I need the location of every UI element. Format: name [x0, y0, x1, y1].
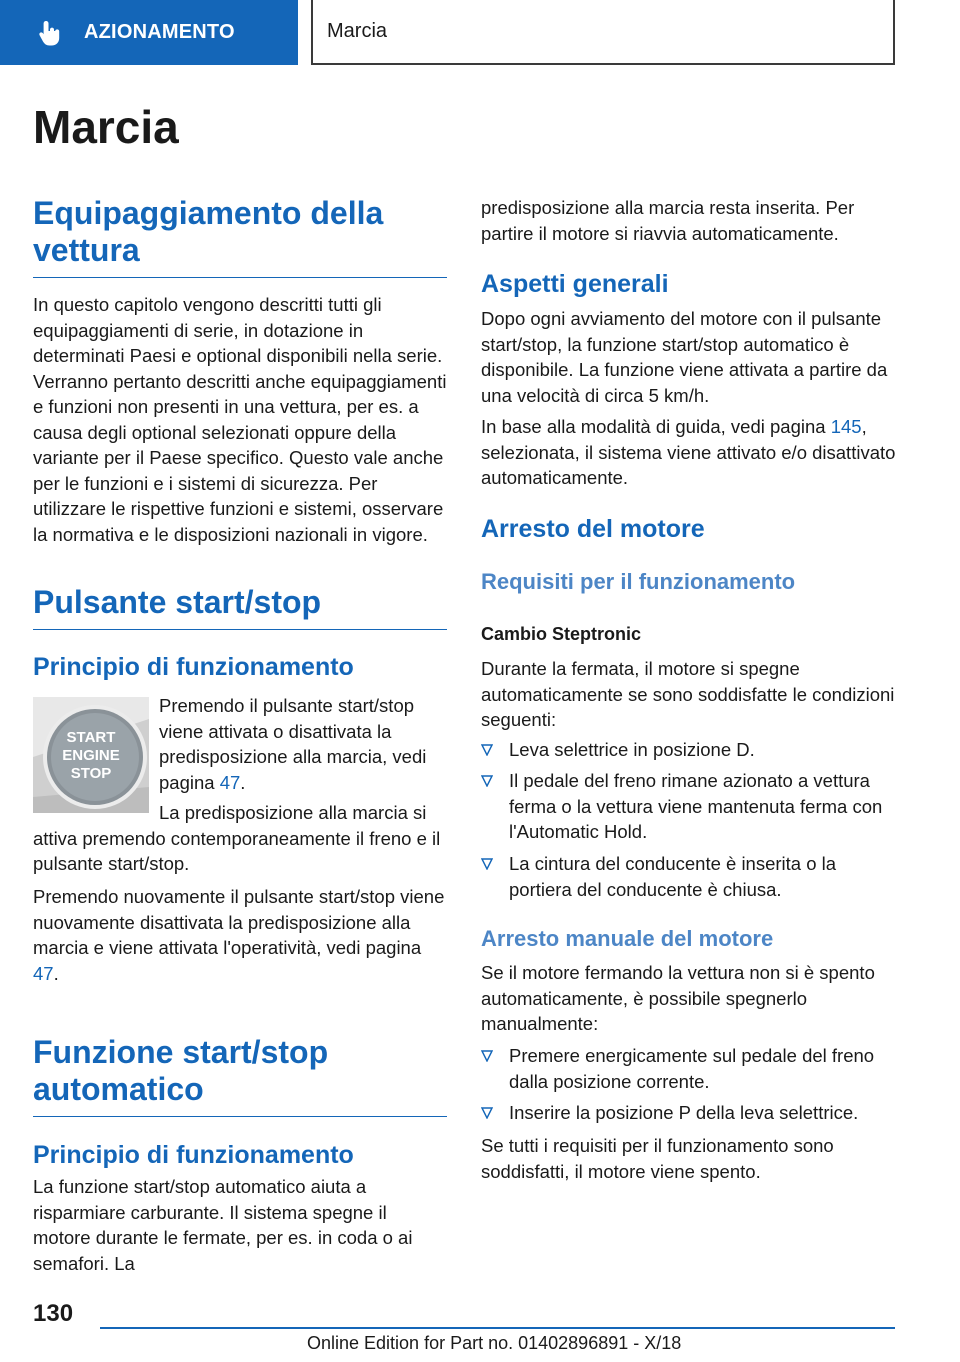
heading-arresto-motore: Arresto del motore [481, 515, 705, 543]
paragraph-continuation: predisposizione alla marcia resta inserita. Per partire il motore si riavvia automaticamente. [481, 197, 855, 244]
header-chapter-tab[interactable] [311, 0, 895, 65]
list-item: Il pedale del freno rimane azionato a vettura ferma o la vettura viene mantenuta ferma con l'Automatic Hold. [481, 768, 896, 845]
triangle-bullet-icon [481, 775, 493, 787]
paragraph-finale: Se tutti i requisiti per il funzionamento sono soddisfatti, il motore viene spento. [481, 1135, 834, 1182]
footer-edition-text: Online Edition for Part no. 01402896891 - X/18 [307, 1333, 682, 1353]
link-page-47b[interactable]: 47 [33, 962, 54, 984]
link-page-47a[interactable]: 47 [219, 771, 241, 793]
list-item: Inserire la posizione P della leva selettrice. [481, 1100, 896, 1126]
page-number: 130 [33, 1300, 74, 1327]
paragraph-equipaggiamento: In questo capitolo vengono descritti tutti gli equipaggiamenti di serie, in dotazione in determinati Paesi e optional disponibili nella serie. Verranno pertanto descritti anche equipaggiamenti e funzioni non presenti in una vettura, per es. a causa degli optional selezionati oppure della variante per il Paese specifico. Questo vale anche per le funzioni e i sistemi di sicurezza. Per utilizzare le rispettive funzioni e sistemi, osservare la normativa e le disposizioni nazionali in vigore. [33, 294, 447, 545]
heading-principio-2: Principio di funzionamento [33, 1141, 354, 1169]
list-item: Leva selettrice in posizione D. [481, 737, 896, 763]
paragraph-funzione-automatico: La funzione start/stop automatico aiuta a risparmiare carburante. Il sistema spegne il motore durante le fermate, per es. in coda o ai semafori. La [33, 1176, 413, 1274]
paragraph-aspetti-generali-2: In base alla modalità di guida, vedi pagina 145, selezionata, il sistema viene attivato e/o disattivato automaticamente. [481, 416, 896, 488]
paragraph-premendo-1: Premendo il pulsante start/stop viene attivata o disattivata la predisposizione alla marcia, vedi pagina 47. [159, 695, 427, 793]
link-page-145[interactable]: 145 [830, 416, 862, 437]
paragraph-premendo-2: La predisposizione alla marcia si attiva premendo contemporaneamente il freno e il pulsante start/stop. [33, 802, 441, 874]
header-section-label: AZIONAMENTO [84, 21, 235, 43]
heading-equipaggiamento: Equipaggiamento della vettura [33, 195, 447, 278]
heading-aspetti-generali: Aspetti generali [481, 270, 669, 298]
paragraph-premendo-3: Premendo nuovamente il pulsante start/stop viene nuovamente disattivata la predisposizione alla marcia e viene attivata l'operatività, vedi pagina 47. [33, 886, 445, 984]
paragraph-arresto: Durante la fermata, il motore si spegne automaticamente se sono soddisfatte le condizioni seguenti: [481, 658, 895, 730]
paragraph-arresto-manuale: Se il motore fermando la vettura non si è spento automaticamente, è possibile spegnerlo manualmente: [481, 962, 875, 1034]
button-image-line2: ENGINE [62, 747, 120, 764]
hand-pointer-icon [36, 19, 64, 47]
button-image-line1: START [66, 729, 116, 746]
paragraph-aspetti-generali-1: Dopo ogni avviamento del motore con il pulsante start/stop, la funzione start/stop automatico è disponibile. La funzione viene attivata a partire da una velocità di circa 5 km/h. [481, 308, 888, 406]
header-chapter-label: Marcia [327, 20, 388, 42]
triangle-bullet-icon [481, 1107, 493, 1119]
heading-pulsante-start-stop: Pulsante start/stop [33, 584, 447, 630]
footer-divider [100, 1327, 895, 1329]
start-engine-stop-button-image [33, 697, 149, 813]
heading-funzione-start-stop-automatico: Funzione start/stop automatico [33, 1034, 447, 1117]
list-item: Premere energicamente sul pedale del freno dalla posizione corrente. [481, 1043, 896, 1094]
triangle-bullet-icon [481, 744, 493, 756]
page-title: Marcia [33, 101, 179, 153]
button-image-line3: STOP [70, 765, 112, 782]
heading-cambio-steptronic: Cambio Steptronic [481, 624, 642, 644]
triangle-bullet-icon [481, 858, 493, 870]
list-item: La cintura del conducente è inserita o la portiera del conducente è chiusa. [481, 851, 896, 902]
heading-principio-1: Principio di funzionamento [33, 653, 354, 681]
triangle-bullet-icon [481, 1050, 493, 1062]
header-section-tab[interactable] [0, 0, 298, 65]
heading-arresto-manuale: Arresto manuale del motore [481, 926, 774, 951]
heading-requisiti: Requisiti per il funzionamento [481, 569, 796, 594]
